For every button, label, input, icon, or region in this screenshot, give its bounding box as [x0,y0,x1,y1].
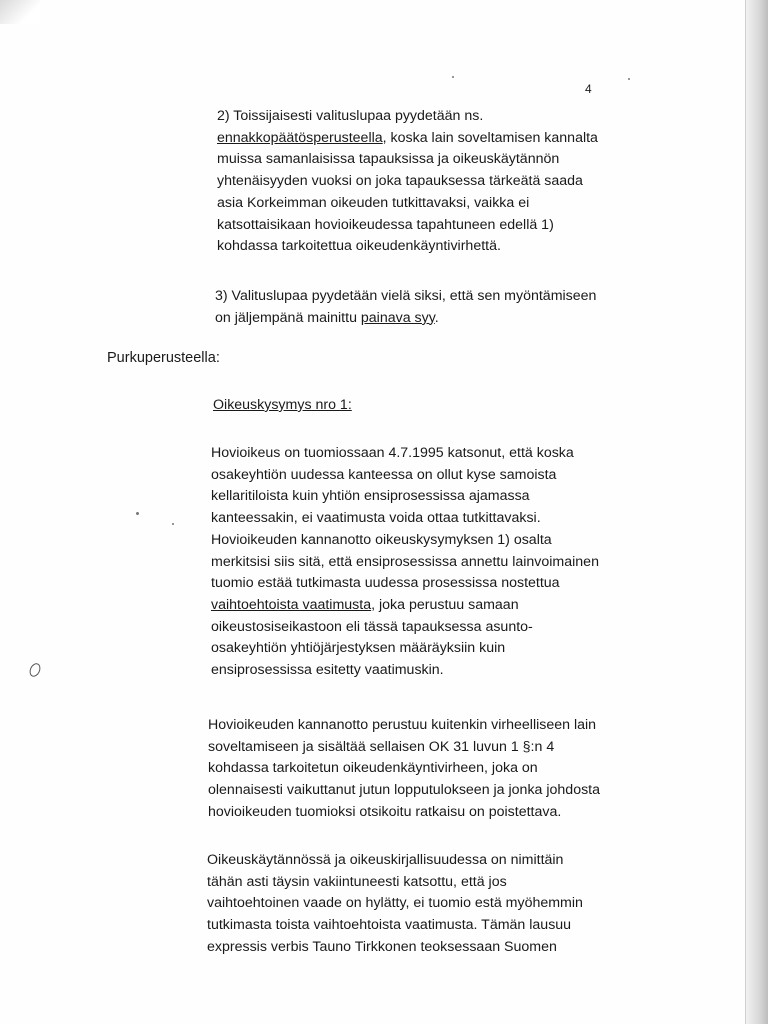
text-line: vaihtoehtoista vaatimusta, joka perustuu samaan [211,596,519,613]
text-line: tuomio estää tutkimasta uudessa prosessissa nostettua [211,575,560,592]
text-line: vaihtoehtoinen vaade on hylätty, ei tuomio estä myöhemmin [207,895,583,912]
subsection-heading: Oikeuskysymys nro 1: [213,397,352,413]
paragraph-4 [211,443,599,682]
text-line: hovioikeuden tuomioksi otsikoitu ratkaisu on poistettava. [208,803,562,820]
paragraph-5 [208,715,600,824]
underlined-term: painava syy [360,309,435,326]
text-line: tutkimasta toista vaihtoehtoista vaatimusta. Tämän lausuu [207,917,572,934]
text-line: 3) Valituslupaa pyydetään vielä siksi, että sen myöntämiseen [215,288,597,304]
text-line: Hovioikeus on tuomiossaan 4.7.1995 katsonut, että koska [211,445,574,461]
text-line: 2) Toissijaisesti valituslupaa pyydetään ns. [217,108,484,124]
text-line: soveltamiseen ja sisältää sellaisen OK 31 luvun 1 §:n 4 [208,738,555,755]
text-line: on jäljempänä mainittu painava syy. [215,309,439,326]
text-line: asia Korkeimman oikeuden tutkittavaksi, vaikka ei [217,194,530,211]
text-line: Oikeuskäytännössä ja oikeuskirjallisuudessa on nimittäin [207,852,564,868]
scan-speck [172,523,174,525]
text-line: Hovioikeuden kannanotto oikeuskysymyksen 1) osalta [211,531,552,548]
paragraph-3 [215,286,596,329]
page-corner-shadow [0,0,40,24]
scan-speck [452,76,454,78]
paragraph-6 [207,850,583,959]
underlined-term: ennakkopäätösperusteella [217,129,383,146]
text-line: merkitsisi siis sitä, että ensiprosessissa annettu lainvoimainen [211,553,599,570]
page-number: 4 [585,82,592,96]
scan-speck [136,512,139,515]
text-line: oikeustosiseikastoon eli tässä tapauksessa asunto- [211,618,533,635]
text-line: kellaritiloista kuin yhtiön ensiprosessissa ajamassa [211,488,530,505]
scan-speck [628,78,630,80]
text-line: muissa samanlaisissa tapauksissa ja oikeuskäytännön [217,151,560,168]
section-heading: Purkuperusteella: [107,350,220,366]
text-line: Hovioikeuden kannanotto perustuu kuitenkin virheelliseen lain [208,717,597,733]
text-line: kanteessakin, ei vaatimusta voida ottaa tutkittavaksi. [211,510,541,527]
underlined-term: vaihtoehtoista vaatimusta [211,596,372,613]
text-line: ensiprosessissa esitetty vaatimuskin. [211,662,444,679]
ink-mark [28,662,43,679]
text-line: olennaisesti vaikuttanut jutun lopputulokseen ja jonka johdosta [208,782,601,799]
text-line: ennakkopäätösperusteella, koska lain soveltamisen kannalta [217,129,598,146]
text-line: osakeyhtiön uudessa kanteessa on ollut kyse samoista [211,466,557,483]
paragraph-2 [217,106,598,258]
text-line: kohdassa tarkoitettua oikeudenkäyntivirhettä. [217,238,501,255]
text-line: expressis verbis Tauno Tirkkonen teoksessaan Suomen [207,938,557,955]
text-line: osakeyhtiön yhtiöjärjestyksen määräyksiin kuin [211,640,506,657]
text-line: yhtenäisyyden vuoksi on joka tapauksessa tärkeätä saada [217,173,583,190]
text-line: tähän asti täysin vakiintuneesti katsottu, että jos [207,873,507,890]
page-edge-shadow [745,0,768,1024]
text-line: katsottaisikaan hovioikeudessa tapahtuneen edellä 1) [217,216,554,233]
text-line: kohdassa tarkoitetun oikeudenkäyntivirheen, joka on [208,760,538,777]
